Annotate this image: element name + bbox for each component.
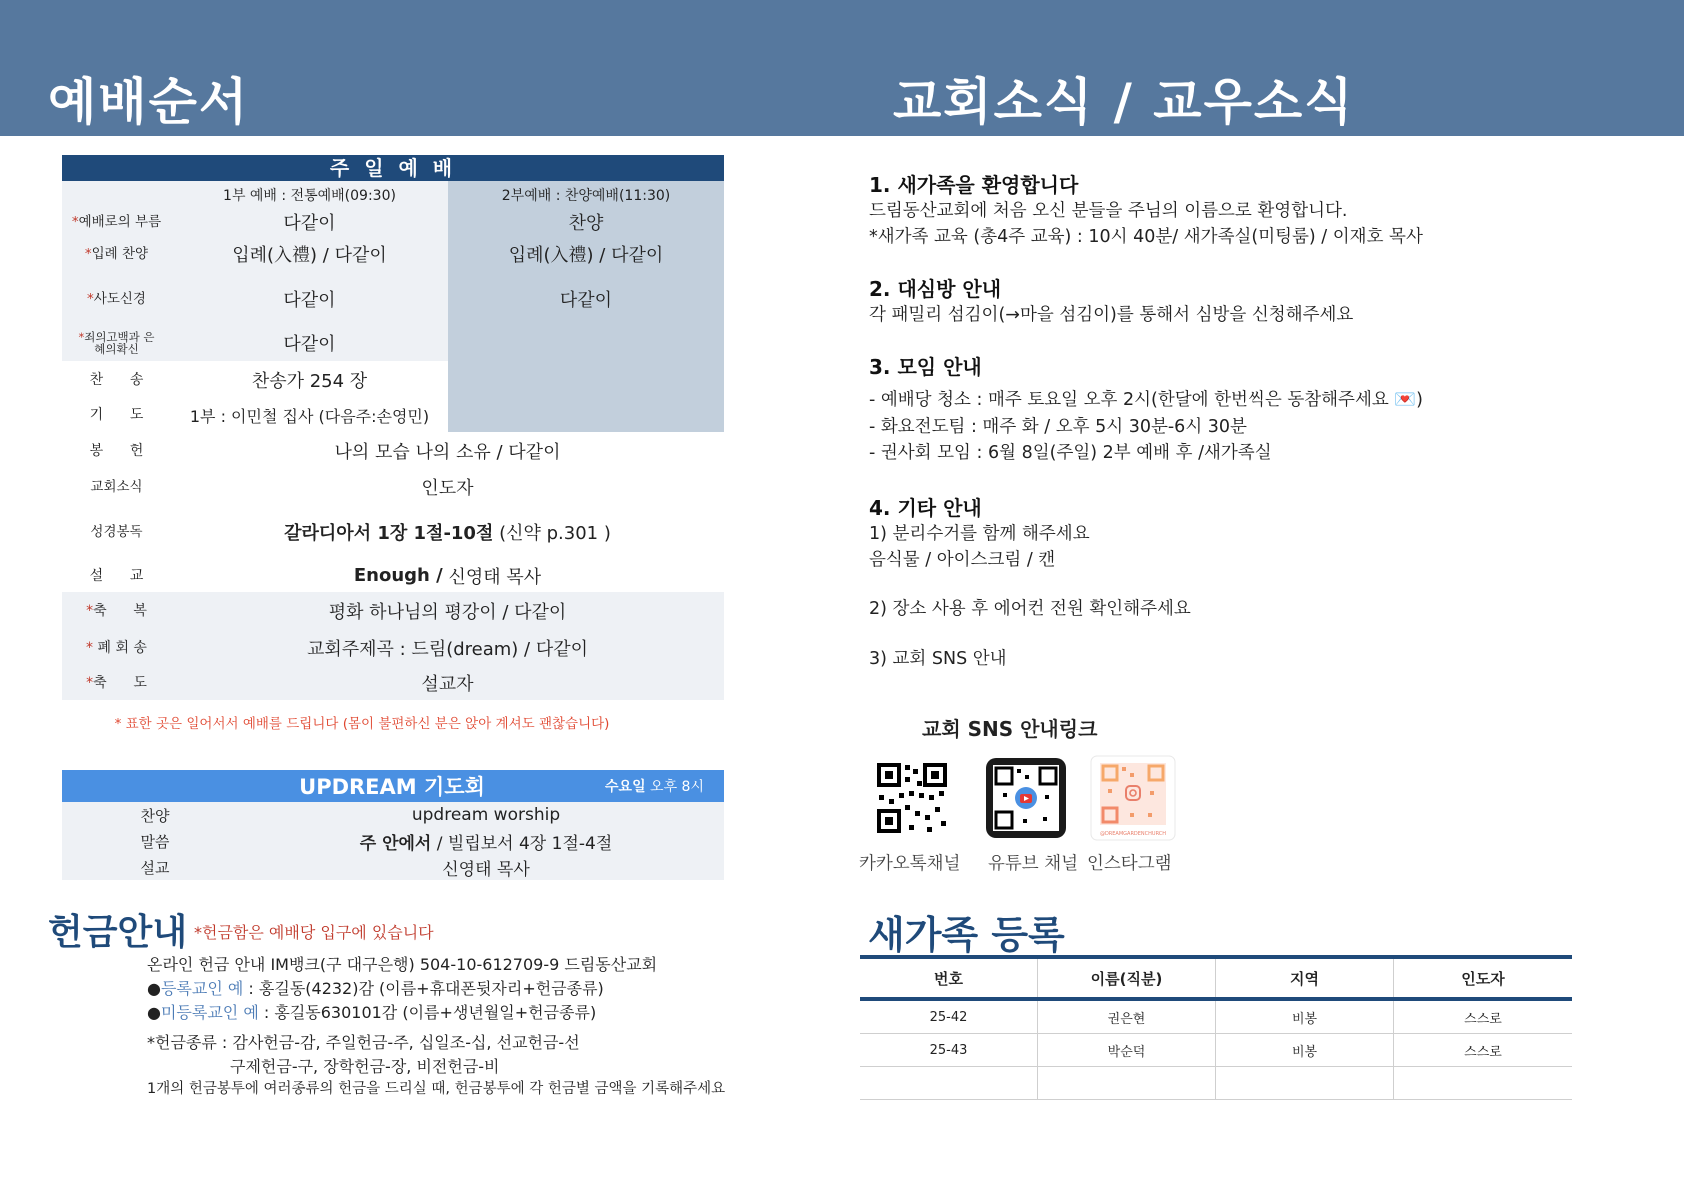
offering-envelope-note: 1개의 헌금봉투에 여러종류의 헌금을 드리실 때, 헌금봉투에 각 헌금별 금액을 기록해주세요 [147,1081,726,1097]
news-text: - 예배당 청소 : 매주 토요일 오후 2시(한달에 한번씩은 동참해주세요 💌) [869,390,1423,410]
table-row: * 예배로의 부름 다같이 찬양 [62,208,724,235]
youtube-caption: 유튜브 채널 [988,854,1079,874]
news-text: 3) 교회 SNS 안내 [869,649,1007,669]
registered-example: ●등록교인 예 : 홍길동(4232)감 (이름+휴대폰뒷자리+헌금종류) [147,979,604,998]
table-header-row: 번호 이름(직분) 지역 인도자 [860,959,1572,1001]
instagram-handle: @DREAMGARDENCHURCH [1099,831,1167,837]
instagram-qr-code[interactable] [1090,755,1176,841]
offering-title: 헌금안내 [48,912,188,953]
table-row: 설 교 Enough / 신영태 목사 [62,559,724,592]
updream-header: UPDREAM 기도회 수요일 오후 8시 [62,770,724,802]
online-offering-info: 온라인 헌금 안내 IM뱅크(구 대구은행) 504-10-612709-9 드림동산교회 [147,955,658,974]
table-row: 기 도 1부 : 이민철 집사 (다음주:손영민) [62,398,724,432]
table-row: 봉 헌 나의 모습 나의 소유 / 다같이 [62,432,724,470]
table-row: * 축 도 설교자 [62,666,724,700]
table-row: * 축 복 평화 하나님의 평강이 / 다같이 [62,592,724,629]
youtube-qr-code[interactable] [983,755,1069,841]
table-row: 말씀 주 안에서 / 빌립보서 4장 1절-4절 [62,828,724,854]
news-text: - 권사회 모임 : 6월 8일(주일) 2부 예배 후 /새가족실 [869,443,1272,463]
header-band [0,0,1684,136]
first-service-header: 1부 예배 : 전통예배(09:30) [171,181,448,208]
news-text: 1) 분리수거를 함께 해주세요 [869,524,1090,544]
news-text: 드림동산교회에 처음 오신 분들을 주님의 이름으로 환영합니다. [869,201,1348,221]
table-row: 교회소식 인도자 [62,470,724,504]
offering-types-cont: 구제헌금-구, 장학헌금-장, 비전헌금-비 [230,1057,500,1076]
table-row: *죄의고백과 은혜의확신 다같이 [62,324,724,361]
offering-box-note: *헌금함은 예배당 입구에 있습니다 [194,923,434,942]
kakao-caption: 카카오톡채널 [859,854,961,874]
table-row: 찬 송 찬송가 254 장 [62,361,724,398]
table-row: 25-43 박순덕 비봉 스스로 [860,1034,1572,1067]
news-text: 2) 장소 사용 후 에어컨 전원 확인해주세요 [869,599,1191,619]
news-text: 각 패밀리 섬김이(→마을 섬김이)를 통해서 심방을 신청해주세요 [869,305,1354,325]
church-news-title: 교회소식 / 교우소식 [893,73,1355,131]
news-text: *새가족 교육 (총4주 교육) : 10시 40분/ 새가족실(미팅룸) / 이재호 목사 [869,227,1423,247]
updream-time: 수요일 오후 8시 [605,779,704,795]
news-heading-4: 4. 기타 안내 [869,496,982,520]
table-row: * 입례 찬양 입례(入禮) / 다같이 입례(入禮) / 다같이 [62,235,724,273]
news-text: 음식물 / 아이스크림 / 캔 [869,550,1056,570]
updream-table [62,770,724,880]
table-row: 찬양 updream worship [62,802,724,828]
table-row [860,1067,1572,1100]
news-heading-1: 1. 새가족을 환영합니다 [869,173,1079,197]
table-row: * 사도신경 다같이 다같이 [62,273,724,324]
table-header-row [62,181,724,208]
news-heading-3: 3. 모임 안내 [869,355,982,379]
table-row: 성경봉독 갈라디아서 1장 1절-10절 (신약 p.301 ) [62,504,724,559]
offering-types: *헌금종류 : 감사헌금-감, 주일헌금-주, 십일조-십, 선교헌금-선 [147,1033,580,1052]
standing-note: * 표한 곳은 일어서서 예배를 드립니다 (몸이 불편하신 분은 앉아 계셔도 괜찮습니다) [114,716,610,732]
news-heading-2: 2. 대심방 안내 [869,277,1002,301]
sunday-service-table [62,155,724,700]
sns-title: 교회 SNS 안내링크 [922,717,1098,741]
news-text: - 화요전도팀 : 매주 화 / 오후 5시 30분-6시 30분 [869,417,1247,437]
table-row: * 폐 회 송 교회주제곡 : 드림(dream) / 다같이 [62,629,724,666]
instagram-caption: 인스타그램 [1087,854,1172,874]
table-row: 25-42 권은현 비봉 스스로 [860,1001,1572,1034]
sunday-service-title: 주 일 예 배 [62,155,724,181]
unregistered-example: ●미등록교인 예 : 홍길동630101감 (이름+생년월일+헌금종류) [147,1003,597,1022]
second-service-header: 2부예배 : 찬양예배(11:30) [448,181,724,208]
new-family-table [860,955,1572,1100]
table-row: 설교 신영태 목사 [62,854,724,880]
new-family-title: 새가족 등록 [868,913,1065,957]
kakao-qr-code[interactable] [869,755,955,841]
order-of-worship-title: 예배순서 [48,73,250,131]
